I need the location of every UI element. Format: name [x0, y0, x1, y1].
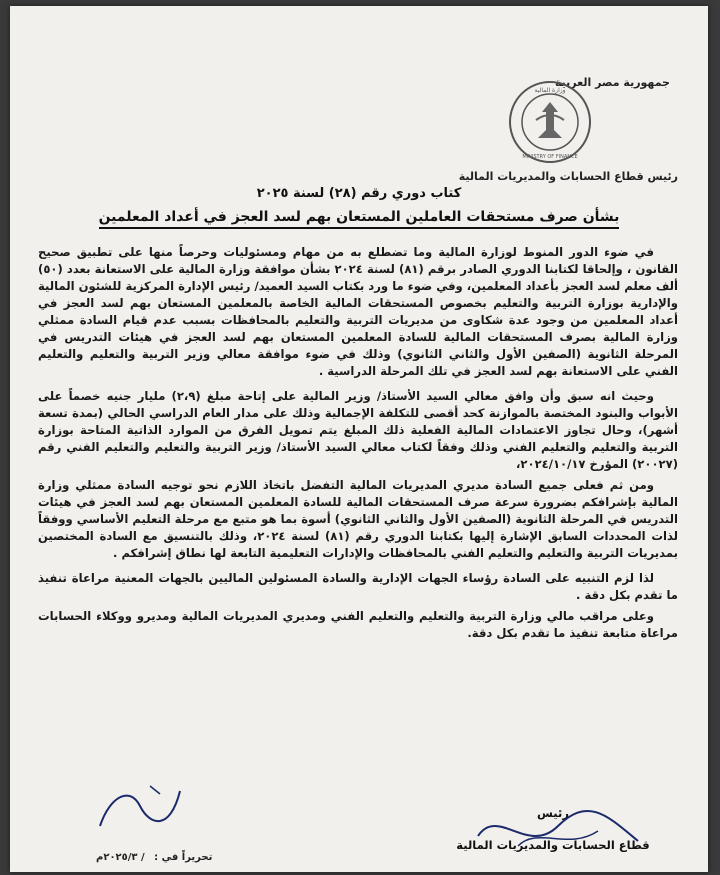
paragraph-notice: لذا لزم التنبيه على السادة رؤساء الجهات الإدارية والسادة المسئولين الماليين بالجهات المعنية مراعاة تنفيذ ما تقدم بكل دقة .	[38, 571, 678, 602]
handwritten-initials-icon	[80, 776, 200, 836]
paragraph-intro: في ضوء الدور المنوط لوزارة المالية وما تضطلع به من مهام ومسئوليات وحرصاً منها على تطبيق صحيح القانون ، وإلحاقا لكتابنا الدوري الصادر برقم (٨١) لسنة ٢٠٢٤ بشأن موافقة وزارة المالية على الاستعانة بعدد (٥٠) ألف معلم لسد العجز بأعداد المعلمين، وفي ضوء ما ورد بكتاب السيد العميد/ رئيس الإدارة المركزية للشئون المالية والإدارية بوزارة التربية والتعليم بخصوص المستحقات المالية الخاصة بالمعلمين المستعان بهم لسد العجز في أعداد المعلمين من وجود عدة شكاوى من مديريات التربية والتعليم بالمحافظات بسبب عدم قيام السادة ممثلي وزارة المالية بصرف المستحقات المالية للسادة المعلمين المستعان بهم لسد العجز في هيئات التدريس في المرحلة الثانوية (الصفين الأول والثاني الثانوي) وذلك في ضوء موافقة معالي وزير التربية والتعليم والتعليم الفني على الاستعانة بهم لسد العجز في تلك المرحلة الدراسية .	[38, 245, 678, 378]
paragraph-instructions: ومن ثم فعلى جميع السادة مديري المديريات المالية التفضل باتخاذ اللازم نحو توجيه السادة ممثلي وزارة المالية بإشرافكم بضرورة سرعة صرف المستحقات المالية للسادة المعلمين المستعان بهم لسد العجز في هيئات التدريس في المرحلة الثانوية (الصفين الأول والثاني الثانوي) أسوة بما هو متبع مع مرحلة التعليم الأساسي ووفقاً لذات المحددات السابق الإشارة إليها بكتابنا الدوري رقم (٨١) لسنة ٢٠٢٤، وذلك بالتنسيق مع السادة المختصين بمديريات التربية والتعليم والتعليم الفني بالمحافظات والإدارات التعليمية التابعة لها نطاق إشرافكم .	[38, 478, 678, 560]
date-line	[90, 852, 212, 863]
signature-sector: قطاع الحسابات والمديريات المالية	[456, 838, 650, 852]
svg-text:MINISTRY OF FINANCE: MINISTRY OF FINANCE	[522, 154, 578, 160]
ministry-seal-icon	[508, 80, 592, 164]
subject-line: بشأن صرف مستحقات العاملين المستعان بهم لسد العجز في أعداد المعلمين	[99, 209, 620, 229]
paragraph-followup: وعلى مراقب مالي وزارة التربية والتعليم والتعليم الفني ومديري المديريات المالية ومديرو ووكلاء الحسابات مراعاة متابعة تنفيذ ما تقدم بكل دقة.	[38, 609, 678, 640]
letter-body	[38, 244, 678, 650]
republic-name: جمهورية مصر العربية	[555, 76, 670, 89]
svg-text:وزارة المالية: وزارة المالية	[534, 87, 566, 94]
signature-block	[438, 806, 668, 852]
title-block	[10, 186, 708, 229]
handwritten-signature-icon	[458, 796, 658, 866]
letterhead	[438, 66, 688, 196]
sector-head-title: رئيس قطاع الحسابات والمديريات المالية	[458, 170, 678, 183]
paragraph-funding: وحيث انه سبق وأن وافق معالي السيد الأستاذ/ وزير المالية على إتاحة مبلغ (٢،٩) مليار جنيه خصماً على الأبواب والبنود المختصة بالموازنة كحد أقصى للتكلفة الإجمالية وذلك على مدار العام الدراسي الحالي (بمدة تسعة أشهر)، وحال تجاوز الاعتمادات المالية الفعلية ذلك المبلغ يتم تمويل الفرق من الموارد الذاتية المتاحة بوزارة التربية والتعليم والتعليم الفني وذلك وفقاً لكتاب معالي السيد الأستاذ/ وزير التربية والتعليم والتعليم الفني رقم (٢٠٠٢٧) المؤرخ ٢٠٢٤/١٠/١٧،	[38, 389, 678, 471]
document-page	[10, 6, 708, 872]
date-label: تحريراً في :	[154, 852, 213, 863]
signature-title: رئيس	[537, 806, 569, 820]
circular-number: كتاب دوري رقم (٢٨) لسنة ٢٠٢٥	[256, 186, 462, 201]
date-value: / ٢٠٢٥/٣م	[96, 852, 145, 863]
